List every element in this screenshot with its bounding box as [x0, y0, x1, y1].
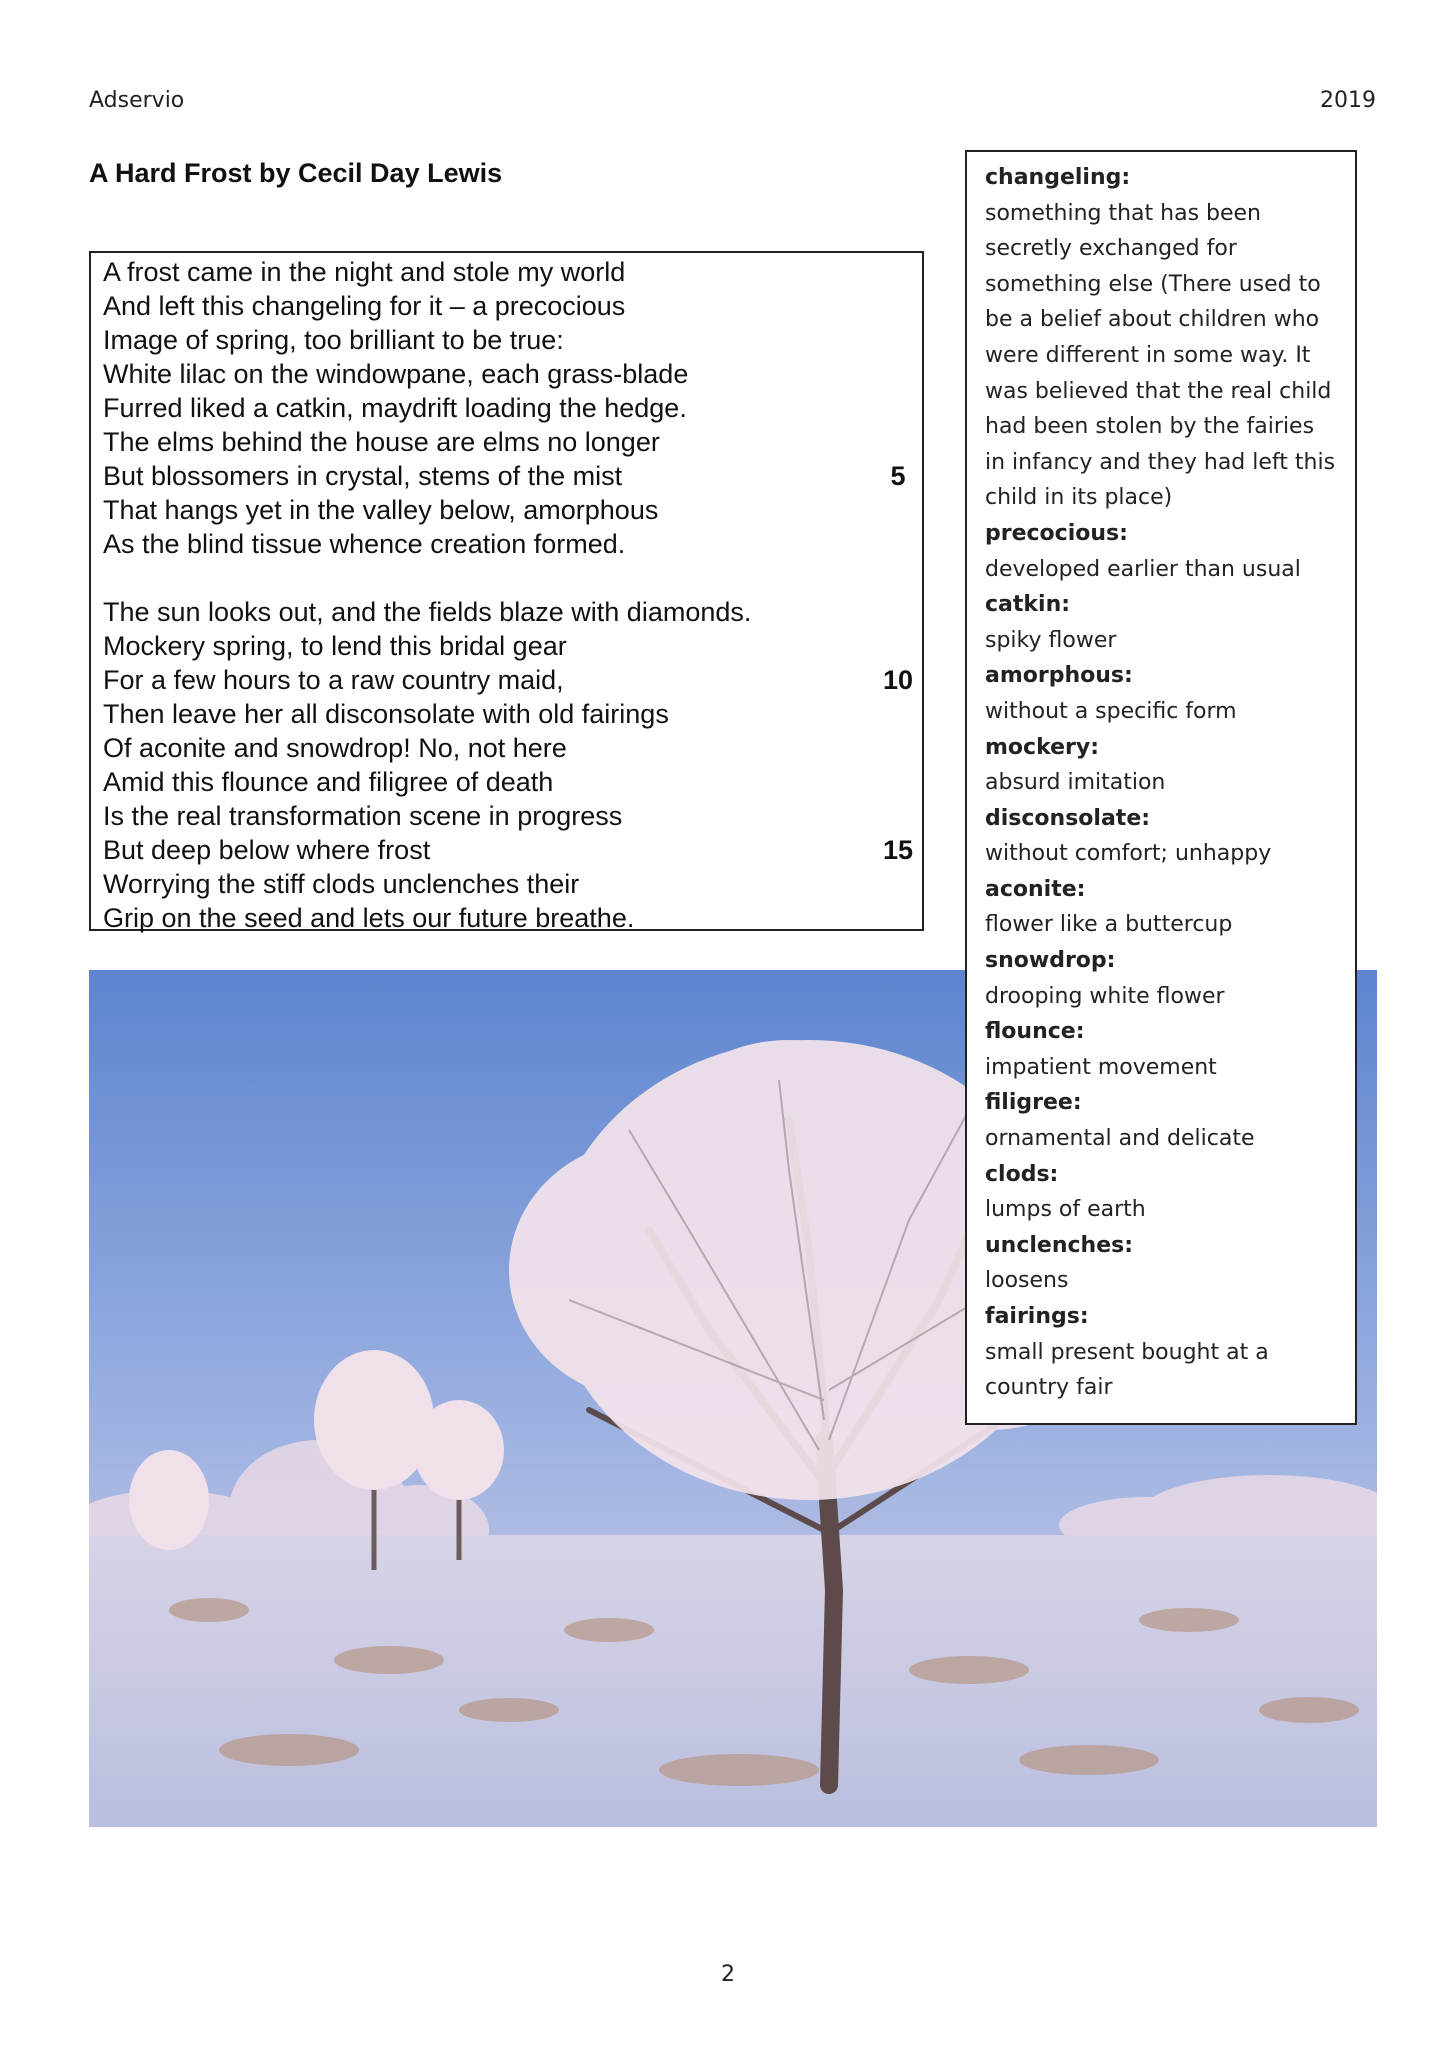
glossary-term: mockery:	[985, 734, 1100, 760]
glossary-term: filigree:	[985, 1090, 1082, 1116]
glossary-term: unclenches:	[985, 1232, 1134, 1258]
glossary-definition: absurd imitation	[985, 770, 1166, 796]
glossary-definition: was believed that the real child	[985, 378, 1332, 404]
page-number: 2	[721, 1962, 735, 1987]
glossary-definition: loosens	[985, 1268, 1069, 1294]
line-number-15: 15	[882, 835, 914, 865]
glossary-box	[965, 150, 1357, 1425]
glossary-term: precocious:	[985, 520, 1128, 546]
glossary-definition: had been stolen by the fairies	[985, 414, 1315, 440]
stanza-break	[103, 561, 922, 595]
glossary-definition: be a belief about children who	[985, 307, 1320, 333]
glossary-definition: drooping white flower	[985, 983, 1225, 1009]
poem-line: Furred liked a catkin, maydrift loading the hedge.	[103, 393, 687, 423]
glossary-definition: small present bought at a	[985, 1339, 1269, 1365]
glossary-definition: ornamental and delicate	[985, 1126, 1255, 1152]
glossary-definition: were different in some way. It	[985, 342, 1311, 368]
glossary-definition: without comfort; unhappy	[985, 841, 1272, 867]
glossary-term: amorphous:	[985, 663, 1133, 689]
glossary-definition: secretly exchanged for	[985, 236, 1237, 262]
poem-line: White lilac on the windowpane, each grass-blade	[103, 359, 689, 389]
glossary-term: changeling:	[985, 165, 1131, 190]
poem-line: As the blind tissue whence creation formed.	[103, 529, 626, 559]
poem-line: That hangs yet in the valley below, amorphous	[103, 495, 659, 525]
poem-box	[89, 251, 924, 931]
poem-line: For a few hours to a raw country maid, 10	[103, 663, 922, 697]
glossary-definition: child in its place)	[985, 485, 1173, 511]
poem-line: And left this changeling for it – a precocious	[103, 291, 626, 321]
poem-line: Worrying the stiff clods unclenches their	[103, 869, 580, 899]
poem-line: The elms behind the house are elms no longer	[103, 427, 660, 457]
header-right: 2019	[1320, 88, 1376, 113]
glossary-definition: without a specific form	[985, 698, 1237, 724]
glossary-definition: in infancy and they had left this	[985, 449, 1336, 475]
glossary-definition: something else (There used to	[985, 271, 1321, 297]
poem-line: A frost came in the night and stole my world	[103, 257, 626, 287]
poem-line: But deep below where frost 15	[103, 833, 922, 867]
poem-line: Then leave her all disconsolate with old fairings	[103, 699, 669, 729]
glossary-term: flounce:	[985, 1019, 1085, 1045]
glossary-definition: country fair	[985, 1375, 1113, 1401]
line-number-10: 10	[882, 665, 914, 695]
poem-line: Image of spring, too brilliant to be true:	[103, 325, 564, 355]
glossary-term: catkin:	[985, 592, 1071, 618]
poem-title: A Hard Frost by Cecil Day Lewis	[89, 158, 503, 188]
poem-line: Is the real transformation scene in progress	[103, 801, 623, 831]
glossary-term: clods:	[985, 1161, 1059, 1187]
glossary-term: disconsolate:	[985, 805, 1151, 831]
line-number-5: 5	[890, 461, 906, 491]
glossary-definition: lumps of earth	[985, 1197, 1146, 1223]
header-left: Adservio	[89, 88, 185, 113]
poem-line: Of aconite and snowdrop! No, not here	[103, 733, 567, 763]
poem-line: But blossomers in crystal, stems of the mist 5	[103, 459, 922, 493]
glossary-definition: something that has been	[985, 200, 1261, 226]
glossary-term: aconite:	[985, 876, 1086, 902]
glossary-definition: impatient movement	[985, 1054, 1217, 1080]
glossary-term: snowdrop:	[985, 948, 1116, 974]
glossary-definition: spiky flower	[985, 627, 1117, 653]
poem-line: Mockery spring, to lend this bridal gear	[103, 631, 567, 661]
poem-line: Grip on the seed and lets our future breathe.	[103, 903, 635, 933]
glossary-term: fairings:	[985, 1304, 1089, 1329]
glossary-definition: flower like a buttercup	[985, 912, 1233, 938]
poem-line: Amid this flounce and filigree of death	[103, 767, 554, 797]
glossary-definition: developed earlier than usual	[985, 556, 1301, 582]
poem-line: The sun looks out, and the fields blaze with diamonds.	[103, 597, 752, 627]
